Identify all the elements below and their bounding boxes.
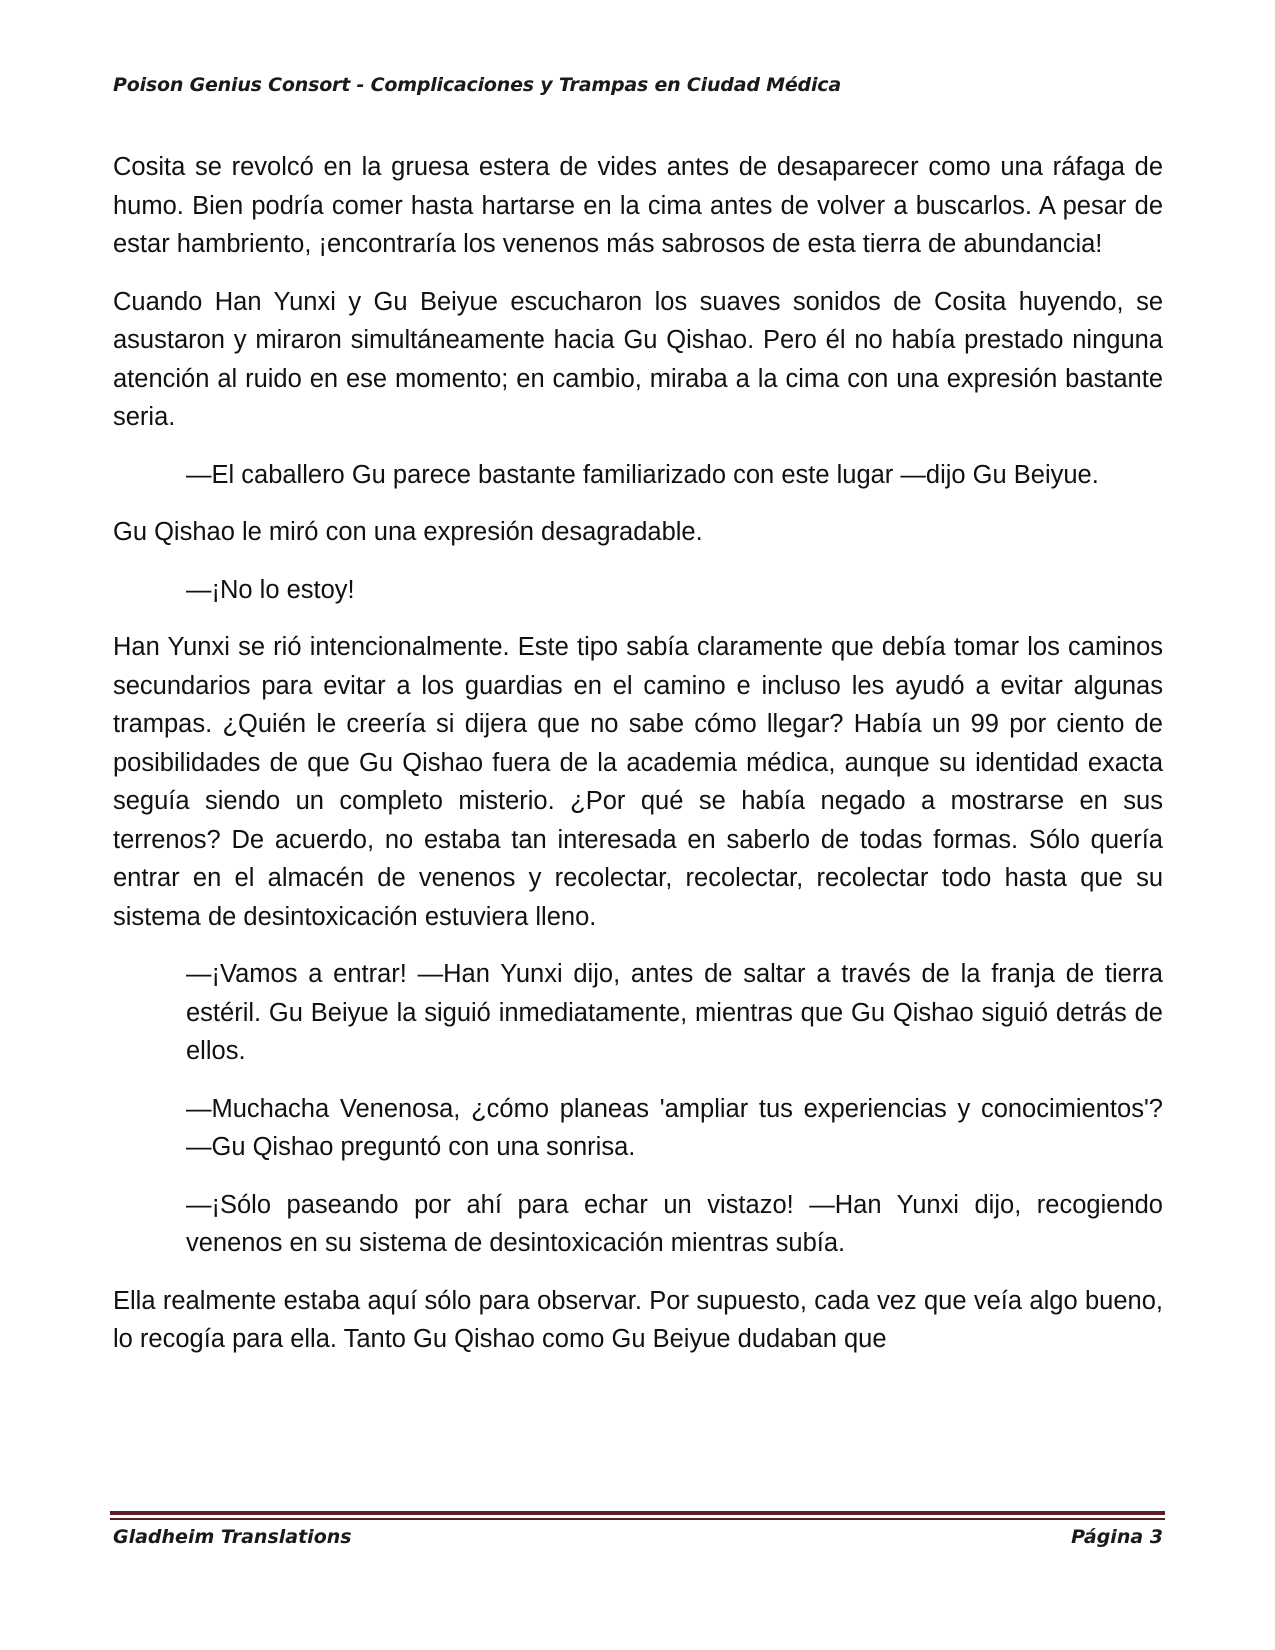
- footer-divider: [110, 1511, 1165, 1515]
- paragraph: Ella realmente estaba aquí sólo para observar. Por supuesto, cada vez que veía algo bueno, lo recogía para ella. Tanto Gu Qishao como Gu Beiyue dudaban que: [113, 1286, 1163, 1353]
- paragraph: Gu Qishao le miró con una expresión desagradable.: [113, 518, 703, 546]
- paragraph: Cuando Han Yunxi y Gu Beiyue escucharon los suaves sonidos de Cosita huyendo, se asustaron y miraron simultáneamente hacia Gu Qishao. Pero él no había prestado ninguna atención al ruido en ese momento; en cambio, miraba a la cima con una expresión bastante seria.: [113, 287, 1163, 431]
- page-header-title: Poison Genius Consort - Complicaciones y Trampas en Ciudad Médica: [113, 74, 841, 96]
- paragraph: Cosita se revolcó en la gruesa estera de vides antes de desaparecer como una ráfaga de humo. Bien podría comer hasta hartarse en la cima antes de volver a buscarlos. A pesar de estar hambriento, ¡encontraría los venenos más sabrosos de esta tierra de abundancia!: [113, 153, 1163, 258]
- footer-divider-thin: [110, 1518, 1165, 1520]
- dialogue-paragraph: —¡Sólo paseando por ahí para echar un vistazo! —Han Yunxi dijo, recogiendo venenos en su sistema de desintoxicación mientras subía.: [186, 1190, 1163, 1257]
- dialogue-paragraph: —El caballero Gu parece bastante familiarizado con este lugar —dijo Gu Beiyue.: [186, 460, 1099, 489]
- page-number: Página 3: [1071, 1526, 1163, 1548]
- footer-publisher: Gladheim Translations: [113, 1526, 352, 1548]
- document-body: [113, 148, 1163, 1378]
- dialogue-paragraph: —¡No lo estoy!: [186, 575, 355, 604]
- dialogue-paragraph: —¡Vamos a entrar! —Han Yunxi dijo, antes de saltar a través de la franja de tierra estéril. Gu Beiyue la siguió inmediatamente, mientras que Gu Qishao siguió detrás de ellos.: [186, 960, 1163, 1065]
- paragraph: Han Yunxi se rió intencionalmente. Este tipo sabía claramente que debía tomar los caminos secundarios para evitar a los guardias en el camino e incluso les ayudó a evitar algunas trampas. ¿Quién le creería si dijera que no sabe cómo llegar? Había un 99 por ciento de posibilidades de que Gu Qishao fuera de la academia médica, aunque su identidad exacta seguía siendo un completo misterio. ¿Por qué se había negado a mostrarse en sus terrenos? De acuerdo, no estaba tan interesada en saberlo de todas formas. Sólo quería entrar en el almacén de venenos y recolectar, recolectar, recolectar todo hasta que su sistema de desintoxicación estuviera lleno.: [113, 633, 1163, 931]
- dialogue-paragraph: —Muchacha Venenosa, ¿cómo planeas 'ampliar tus experiencias y conocimientos'? —Gu Qishao preguntó con una sonrisa.: [186, 1094, 1163, 1161]
